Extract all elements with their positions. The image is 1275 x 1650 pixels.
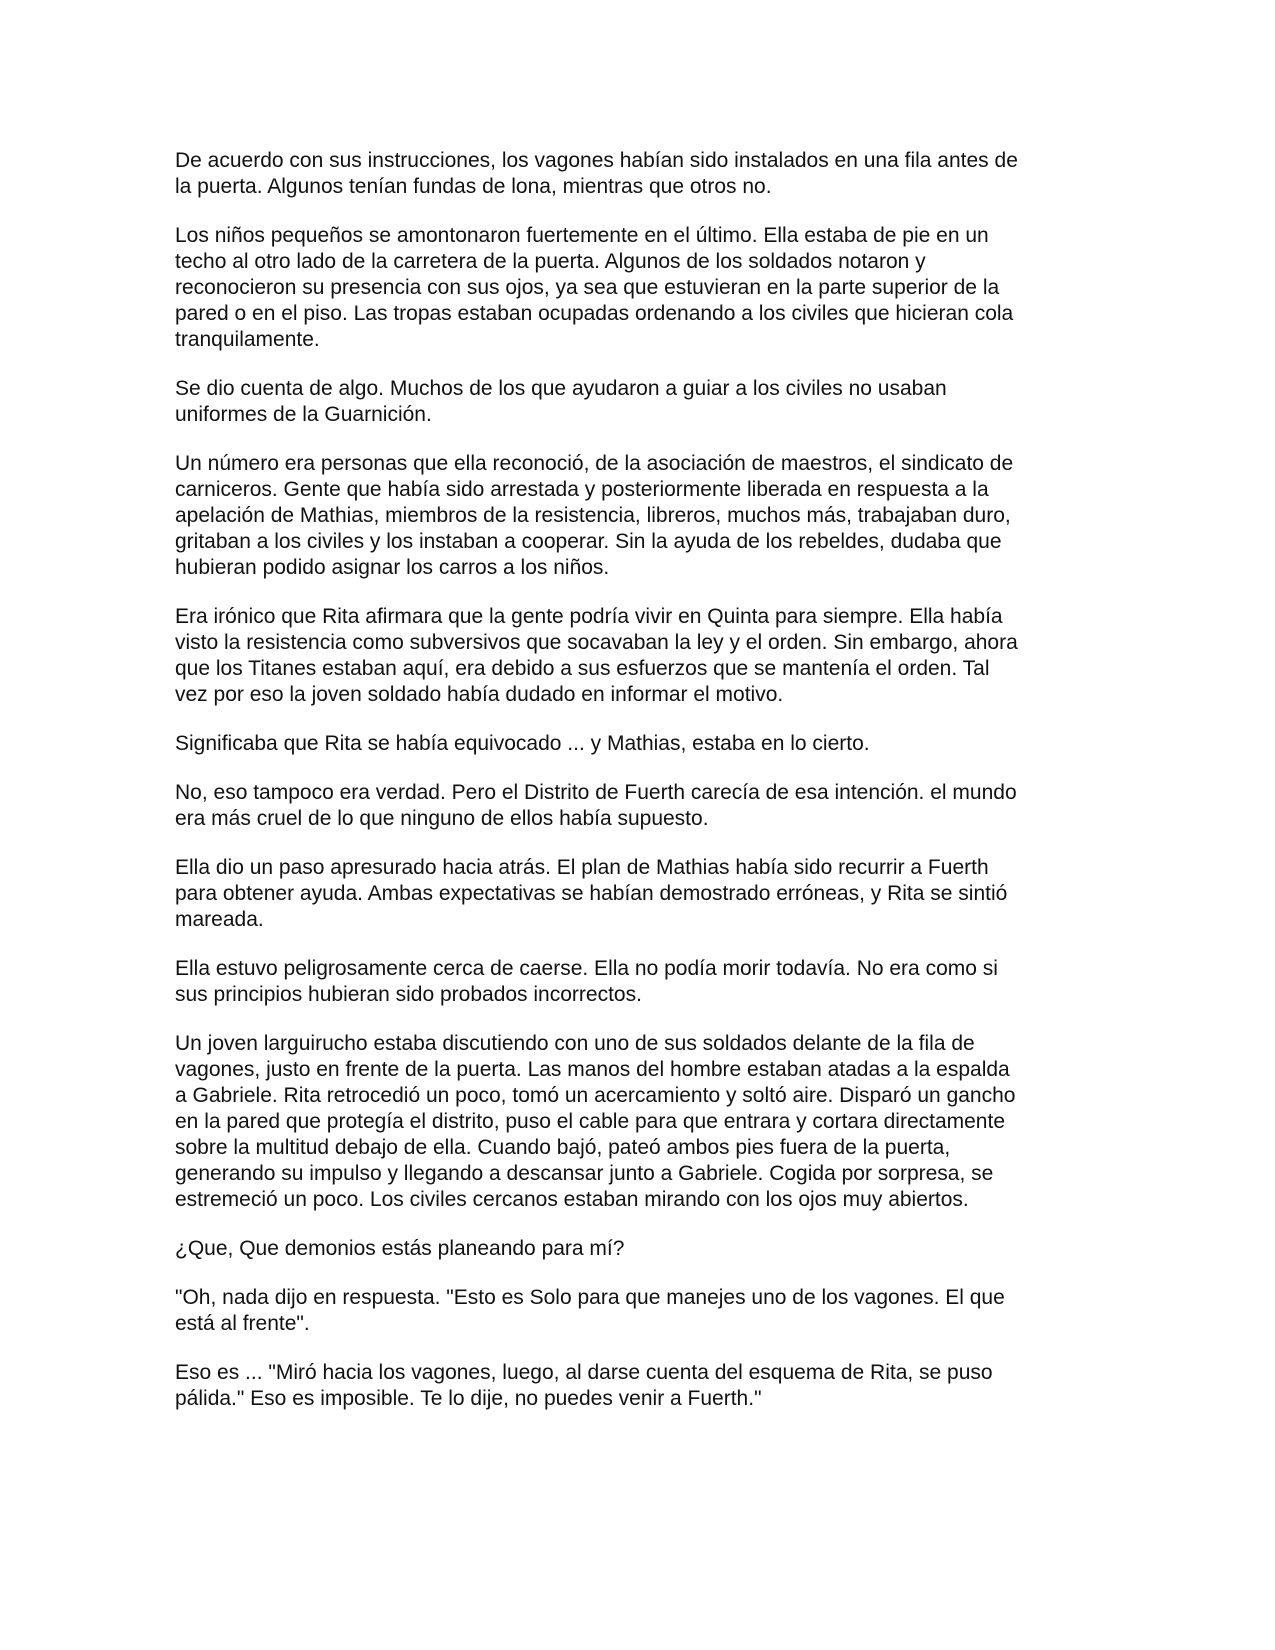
paragraph-6: Significaba que Rita se había equivocado ... y Mathias, estaba en lo cierto. [175,732,870,755]
paragraph-2: Los niños pequeños se amontonaron fuertemente en el último. Ella estaba de pie en un techo al otro lado de la carretera de la puerta. Algunos de los soldados notaron y reconocieron su presencia con sus ojos, ya sea que estuvieran en la parte superior de la pared o en el piso. Las tropas estaban ocupadas ordenando a los civiles que hicieran cola tranquilamente. [175,224,1014,351]
paragraph-1: De acuerdo con sus instrucciones, los vagones habían sido instalados en una fila antes de la puerta. Algunos tenían fundas de lona, mientras que otros no. [175,149,1018,198]
paragraph-7: No, eso tampoco era verdad. Pero el Distrito de Fuerth carecía de esa intención. el mundo era más cruel de lo que ninguno de ellos había supuesto. [175,781,1017,830]
paragraph-13: Eso es ... "Miró hacia los vagones, luego, al darse cuenta del esquema de Rita, se puso pálida." Eso es imposible. Te lo dije, no puedes venir a Fuerth." [175,1361,993,1410]
document-body [175,148,1105,1435]
paragraph-3: Se dio cuenta de algo. Muchos de los que ayudaron a guiar a los civiles no usaban uniformes de la Guarnición. [175,377,947,426]
paragraph-10: Un joven larguirucho estaba discutiendo con uno de sus soldados delante de la fila de vagones, justo en frente de la puerta. Las manos del hombre estaban atadas a la espalda a Gabriele. Rita retrocedió un poco, tomó un acercamiento y soltó aire. Disparó un gancho en la pared que protegía el distrito, puso el cable para que entrara y cortara directamente sobre la multitud debajo de ella. Cuando bajó, pateó ambos pies fuera de la puerta, generando su impulso y llegando a descansar junto a Gabriele. Cogida por sorpresa, se estremeció un poco. Los civiles cercanos estaban mirando con los ojos muy abiertos. [175,1032,1016,1211]
paragraph-11: ¿Que, Que demonios estás planeando para mí? [175,1237,625,1260]
paragraph-12: "Oh, nada dijo en respuesta. "Esto es Solo para que manejes uno de los vagones. El que está al frente". [175,1286,1005,1335]
paragraph-9: Ella estuvo peligrosamente cerca de caerse. Ella no podía morir todavía. No era como si sus principios hubieran sido probados incorrectos. [175,957,998,1006]
paragraph-5: Era irónico que Rita afirmara que la gente podría vivir en Quinta para siempre. Ella había visto la resistencia como subversivos que socavaban la ley y el orden. Sin embargo, ahora que los Titanes estaban aquí, era debido a sus esfuerzos que se mantenía el orden. Tal vez por eso la joven soldado había dudado en informar el motivo. [175,605,1018,706]
paragraph-8: Ella dio un paso apresurado hacia atrás. El plan de Mathias había sido recurrir a Fuerth para obtener ayuda. Ambas expectativas se habían demostrado erróneas, y Rita se sintió mareada. [175,856,1008,931]
paragraph-4: Un número era personas que ella reconoció, de la asociación de maestros, el sindicato de carniceros. Gente que había sido arrestada y posteriormente liberada en respuesta a la apelación de Mathias, miembros de la resistencia, libreros, muchos más, trabajaban duro, gritaban a los civiles y los instaban a cooperar. Sin la ayuda de los rebeldes, dudaba que hubieran podido asignar los carros a los niños. [175,452,1014,579]
